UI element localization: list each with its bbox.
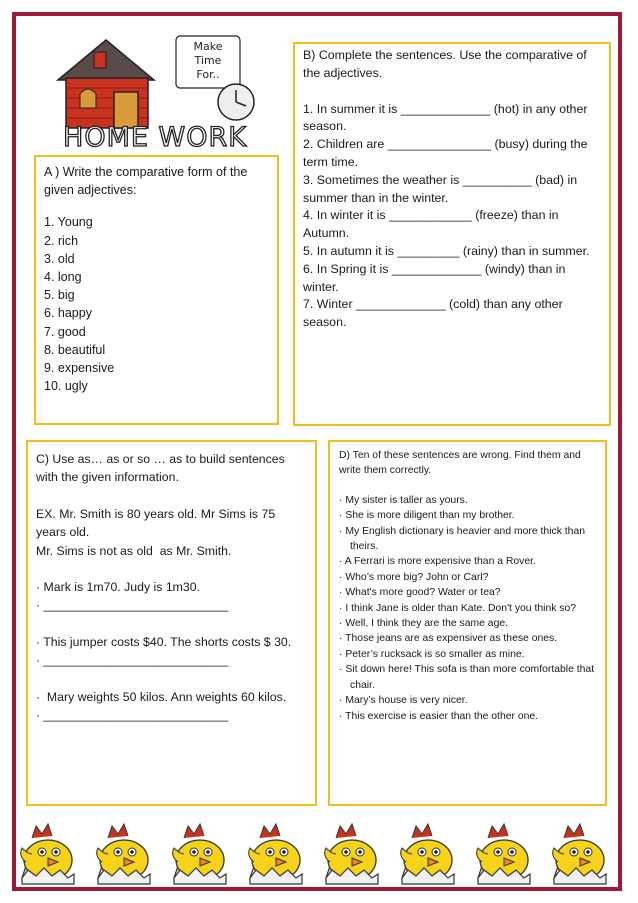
sign-board: [176, 36, 240, 88]
section-a-item: 4. long: [44, 270, 82, 285]
chick-icon: [249, 824, 302, 884]
sentence-item: · Who’s more big? John or Carl?: [339, 571, 489, 583]
section-c-box: [26, 440, 317, 806]
exercise-prompt: · This jumper costs $40. The shorts costs $ 30.: [36, 634, 292, 649]
sentence-item: · My English dictionary is heavier and more thick than theirs.: [339, 525, 586, 553]
sentence-item: · I think Jane is older than Kate. Don't you think so?: [339, 602, 577, 614]
example-text: EX. Mr. Smith is 80 years old. Mr Sims is 75 years old.: [36, 506, 279, 540]
homework-clipart: [36, 32, 274, 154]
sentence-item: · Well, I think they are the same age.: [339, 618, 509, 630]
sentence-item: · Those jeans are as expensiver as these ones.: [339, 633, 558, 645]
sentence-item: · This exercise is easier than the other one.: [339, 710, 539, 722]
answer-line[interactable]: · ___________________________: [36, 708, 229, 723]
section-d-box: [328, 440, 607, 806]
chick-icon: [553, 824, 606, 884]
example-answer: Mr. Sims is not as old as Mr. Smith.: [36, 543, 232, 558]
sentence-item: · Sit down here! This sofa is than more comfortable that chair.: [339, 664, 595, 691]
section-a-item: 7. good: [44, 324, 86, 339]
section-a-item: 2. rich: [44, 233, 79, 248]
section-a-title: A ) Write the comparative form of the given adjectives:: [44, 165, 251, 198]
sentence-item: · Peter’s rucksack is so smaller as mine.: [339, 648, 525, 660]
section-a-item: 6. happy: [44, 306, 92, 321]
section-c-title: C) Use as… as or so … as to build sentences with the given information.: [36, 452, 289, 485]
chick-icon: [477, 824, 530, 884]
section-a-item: 3. old: [44, 251, 75, 266]
section-d-title: D) Ten of these sentences are wrong. Find them and write them correctly.: [339, 450, 584, 477]
svg-text:HOME WORK: HOME WORK: [63, 122, 247, 153]
section-a-box: [34, 155, 279, 425]
section-b-item: 2. Children are _______________ (busy) during the term time.: [303, 137, 591, 169]
section-b-item: 7. Winter _____________ (cold) than any other season.: [303, 297, 567, 330]
svg-text:Time: Time: [194, 54, 222, 67]
sentence-item: · My sister is taller as yours.: [339, 494, 468, 506]
svg-text:Make: Make: [193, 40, 223, 53]
exercise-prompt: · Mark is 1m70. Judy is 1m30.: [36, 580, 201, 595]
section-b-box: [293, 42, 611, 426]
svg-text:For..: For..: [196, 68, 220, 81]
sentence-item: · What's more good? Water or tea?: [339, 587, 501, 599]
sentence-item: · Mary’s house is very nicer.: [339, 695, 468, 707]
section-b-item: 3. Sometimes the weather is __________ (bad) in summer than in the winter.: [303, 172, 581, 205]
chick-border-clipart: [18, 812, 618, 890]
chick-icon: [173, 824, 226, 884]
answer-line[interactable]: · ___________________________: [36, 598, 229, 613]
section-b-item: 1. In summer it is _____________ (hot) in any other season.: [303, 101, 591, 134]
section-a-item: 1. Young: [44, 215, 93, 230]
exercise-prompt: · Mary weights 50 kilos. Ann weights 60 kilos.: [36, 689, 287, 704]
sentence-item: · A Ferrari is more expensive than a Rover.: [339, 556, 536, 568]
section-b-title: B) Complete the sentences. Use the comparative of the adjectives.: [303, 48, 591, 80]
section-b-item: 6. In Spring it is _____________ (windy) than in winter.: [303, 261, 569, 294]
chick-icon: [325, 824, 378, 884]
chick-icon: [97, 824, 150, 884]
chick-icon: [401, 824, 454, 884]
answer-line[interactable]: · ___________________________: [36, 653, 229, 668]
chick-icon: [21, 824, 74, 884]
section-a-item: 9. expensive: [44, 361, 115, 376]
section-a-item: 10. ugly: [44, 379, 88, 394]
section-a-item: 5. big: [44, 288, 75, 303]
section-a-item: 8. beautiful: [44, 342, 106, 357]
sentence-item: · She is more diligent than my brother.: [339, 510, 515, 522]
section-b-item: 4. In winter it is ____________ (freeze) than in Autumn.: [303, 208, 562, 241]
section-b-item: 5. In autumn it is _________ (rainy) than in summer.: [303, 243, 590, 258]
